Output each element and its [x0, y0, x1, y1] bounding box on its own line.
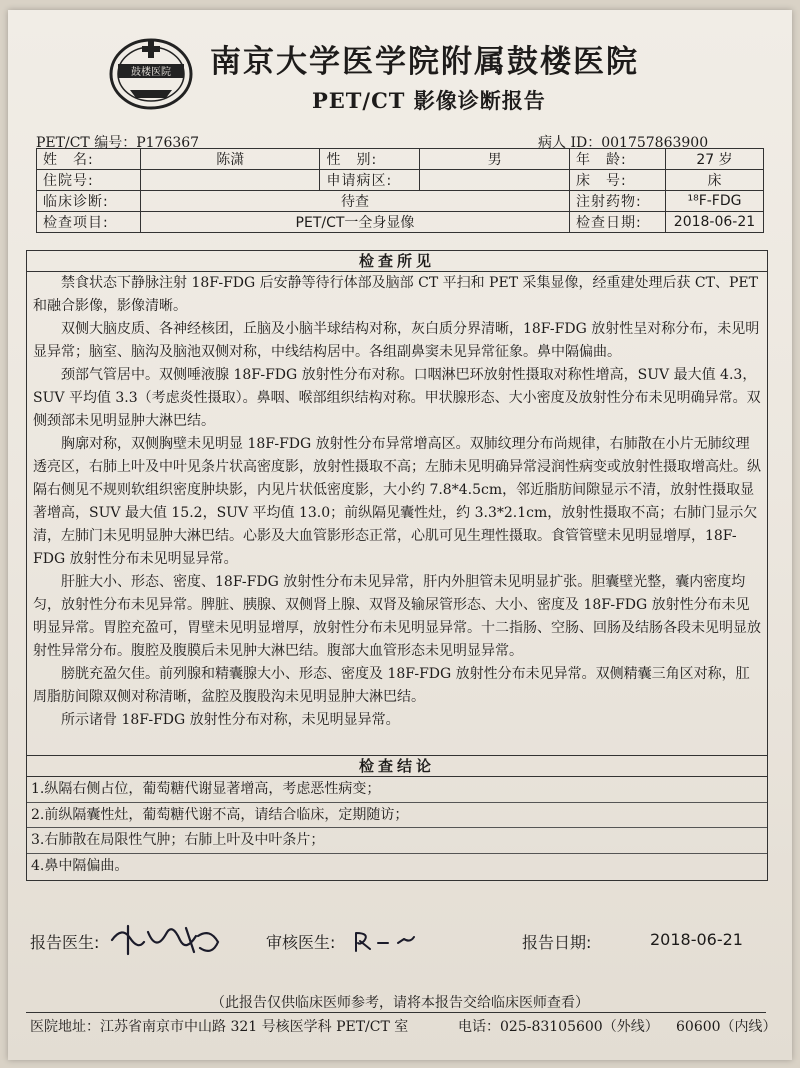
findings-paragraph: 肝脏大小、形态、密度、18F-FDG 放射性分布未见异常，肝内外胆管未见明显扩张。胆囊壁光整，囊内密度均匀，放射性分布未见异常。脾脏、胰腺、双侧肾上腺、双肾及输尿管形态、大小、密度及 18F-FDG 放射性分布未见明显异常。胃腔充盈可，胃壁未见明显增厚，放射性分布未见明显异常。十二指肠、空肠、回肠及结肠各段未见明显放射性异常分布。腹腔及腹膜后未见肿大淋巴结。腹部大血管形态未见明显异常。 [33, 574, 761, 659]
hospital-logo [108, 34, 194, 110]
age-label: 年 龄: [570, 149, 666, 170]
findings-paragraph: 胸廓对称，双侧胸壁未见明显 18F-FDG 放射性分布异常增高区。双肺纹理分布尚规律，右肺散在小片无肺纹理透亮区，右肺上叶及中叶见条片状高密度影，放射性摄取不高；左肺未见明确异常浸润性病变或放射性摄取增高灶。纵隔右侧见不规则软组织密度肿块影，内见片状低密度影，大小约 7.8*4.5cm，邻近脂肪间隙显示不清，放射性摄取显著增高，SUV 最大值 15.2，SUV 平均值 13.0；前纵隔见囊性灶，约 3.3*2.1cm，放射性摄取不高；右肺门显示欠清，左肺门未见明显肿大淋巴结。心影及大血管影形态正常，心肌可见生理性摄取。食管管壁未见明显增厚，18F-FDG 放射性分布未见明显异常。 [33, 436, 761, 567]
inpatient-label: 住院号: [37, 170, 141, 191]
reporter-label: 报告医生: [30, 933, 100, 952]
conclusion-item: 2.前纵隔囊性灶，葡萄糖代谢不高，请结合临床，定期随访； [27, 803, 767, 829]
patient-id-value: 001757863900 [601, 135, 709, 151]
drug-value: ¹⁸F-FDG [665, 191, 763, 212]
conclusion-item: 1.纵隔右侧占位，葡萄糖代谢显著增高，考虑恶性病变； [27, 777, 767, 803]
exam-item-label: 检查项目: [37, 212, 141, 233]
age-value: 27 岁 [665, 149, 763, 170]
conclusion-item: 3.右肺散在局限性气肿；右肺上叶及中叶条片； [27, 828, 767, 854]
petct-number-value: P176367 [136, 135, 200, 151]
bed-label: 床 号: [570, 170, 666, 191]
reporter-signature [108, 918, 228, 958]
name-label: 姓 名: [37, 149, 141, 170]
logo-text: 鼓楼医院 [131, 67, 171, 78]
drug-label: 注射药物: [570, 191, 666, 212]
exam-date-label: 检查日期: [570, 212, 666, 233]
bed-value: 床 [665, 170, 763, 191]
findings-paragraph: 双侧大脑皮质、各神经核团，丘脑及小脑半球结构对称，灰白质分界清晰，18F-FDG 放射性呈对称分布，未见明显异常；脑室、脑沟及脑池双侧对称，中线结构居中。各组副鼻窦未见异常征象。鼻中隔偏曲。 [33, 321, 760, 360]
conclusion-section [26, 755, 768, 881]
report-date-value: 2018-06-21 [650, 930, 743, 949]
phone-internal: 60600（内线） [676, 1019, 777, 1035]
findings-paragraph: 所示诸骨 18F-FDG 放射性分布对称，未见明显异常。 [61, 712, 400, 728]
ward-label: 申请病区: [320, 170, 420, 191]
patient-info-table [36, 148, 764, 233]
reviewer-signature [352, 922, 422, 962]
sex-label: 性 别: [320, 149, 420, 170]
findings-paragraph: 禁食状态下静脉注射 18F-FDG 后安静等待行体部及脑部 CT 平扫和 PET 采集显像，经重建处理后获 CT、PET 和融合影像，影像清晰。 [33, 275, 758, 314]
patient-id-label: 病人 ID： [538, 135, 602, 151]
conclusion-item: 4.鼻中隔偏曲。 [31, 857, 129, 874]
report-date-label: 报告日期: [522, 933, 592, 952]
reviewer-label: 审核医生: [266, 933, 336, 952]
hospital-address: 医院地址：江苏省南京市中山路 321 号核医学科 PET/CT 室 [30, 1019, 409, 1035]
diagnosis-value: 待查 [140, 191, 569, 212]
footer-note: （此报告仅供临床医师参考，请将本报告交给临床医师查看） [211, 995, 589, 1011]
exam-date-value: 2018-06-21 [665, 212, 763, 233]
diagnosis-label: 临床诊断: [37, 191, 141, 212]
findings-paragraph: 颈部气管居中。双侧唾液腺 18F-FDG 放射性分布对称。口咽淋巴环放射性摄取对称性增高，SUV 最大值 4.3，SUV 平均值 3.3（考虑炎性摄取）。鼻咽、喉部组织结构对称。甲状腺形态、大小密度及放射性分布未见明确异常。双侧颈部未见明显肿大淋巴结。 [33, 367, 761, 429]
report-title: PET/CT 影像诊断报告 [312, 88, 546, 113]
name-value: 陈潇 [140, 149, 320, 170]
petct-number-label: PET/CT 编号： [36, 135, 137, 151]
ward-value [420, 170, 570, 191]
sex-value: 男 [420, 149, 570, 170]
footer-divider [26, 1012, 766, 1013]
conclusion-title: 检查结论 [27, 756, 767, 777]
phone-external: 电话：025-83105600（外线） [458, 1019, 659, 1035]
exam-item-value: PET/CT一全身显像 [140, 212, 569, 233]
findings-title: 检查所见 [27, 251, 767, 272]
findings-paragraph: 膀胱充盈欠佳。前列腺和精囊腺大小、形态、密度及 18F-FDG 放射性分布未见异常。双侧精囊三角区对称，肛周脂肪间隙双侧对称清晰，盆腔及腹股沟未见明显肿大淋巴结。 [33, 666, 750, 705]
hospital-name: 南京大学医学院附属鼓楼医院 [210, 44, 639, 80]
findings-section [26, 250, 768, 756]
inpatient-value [140, 170, 320, 191]
